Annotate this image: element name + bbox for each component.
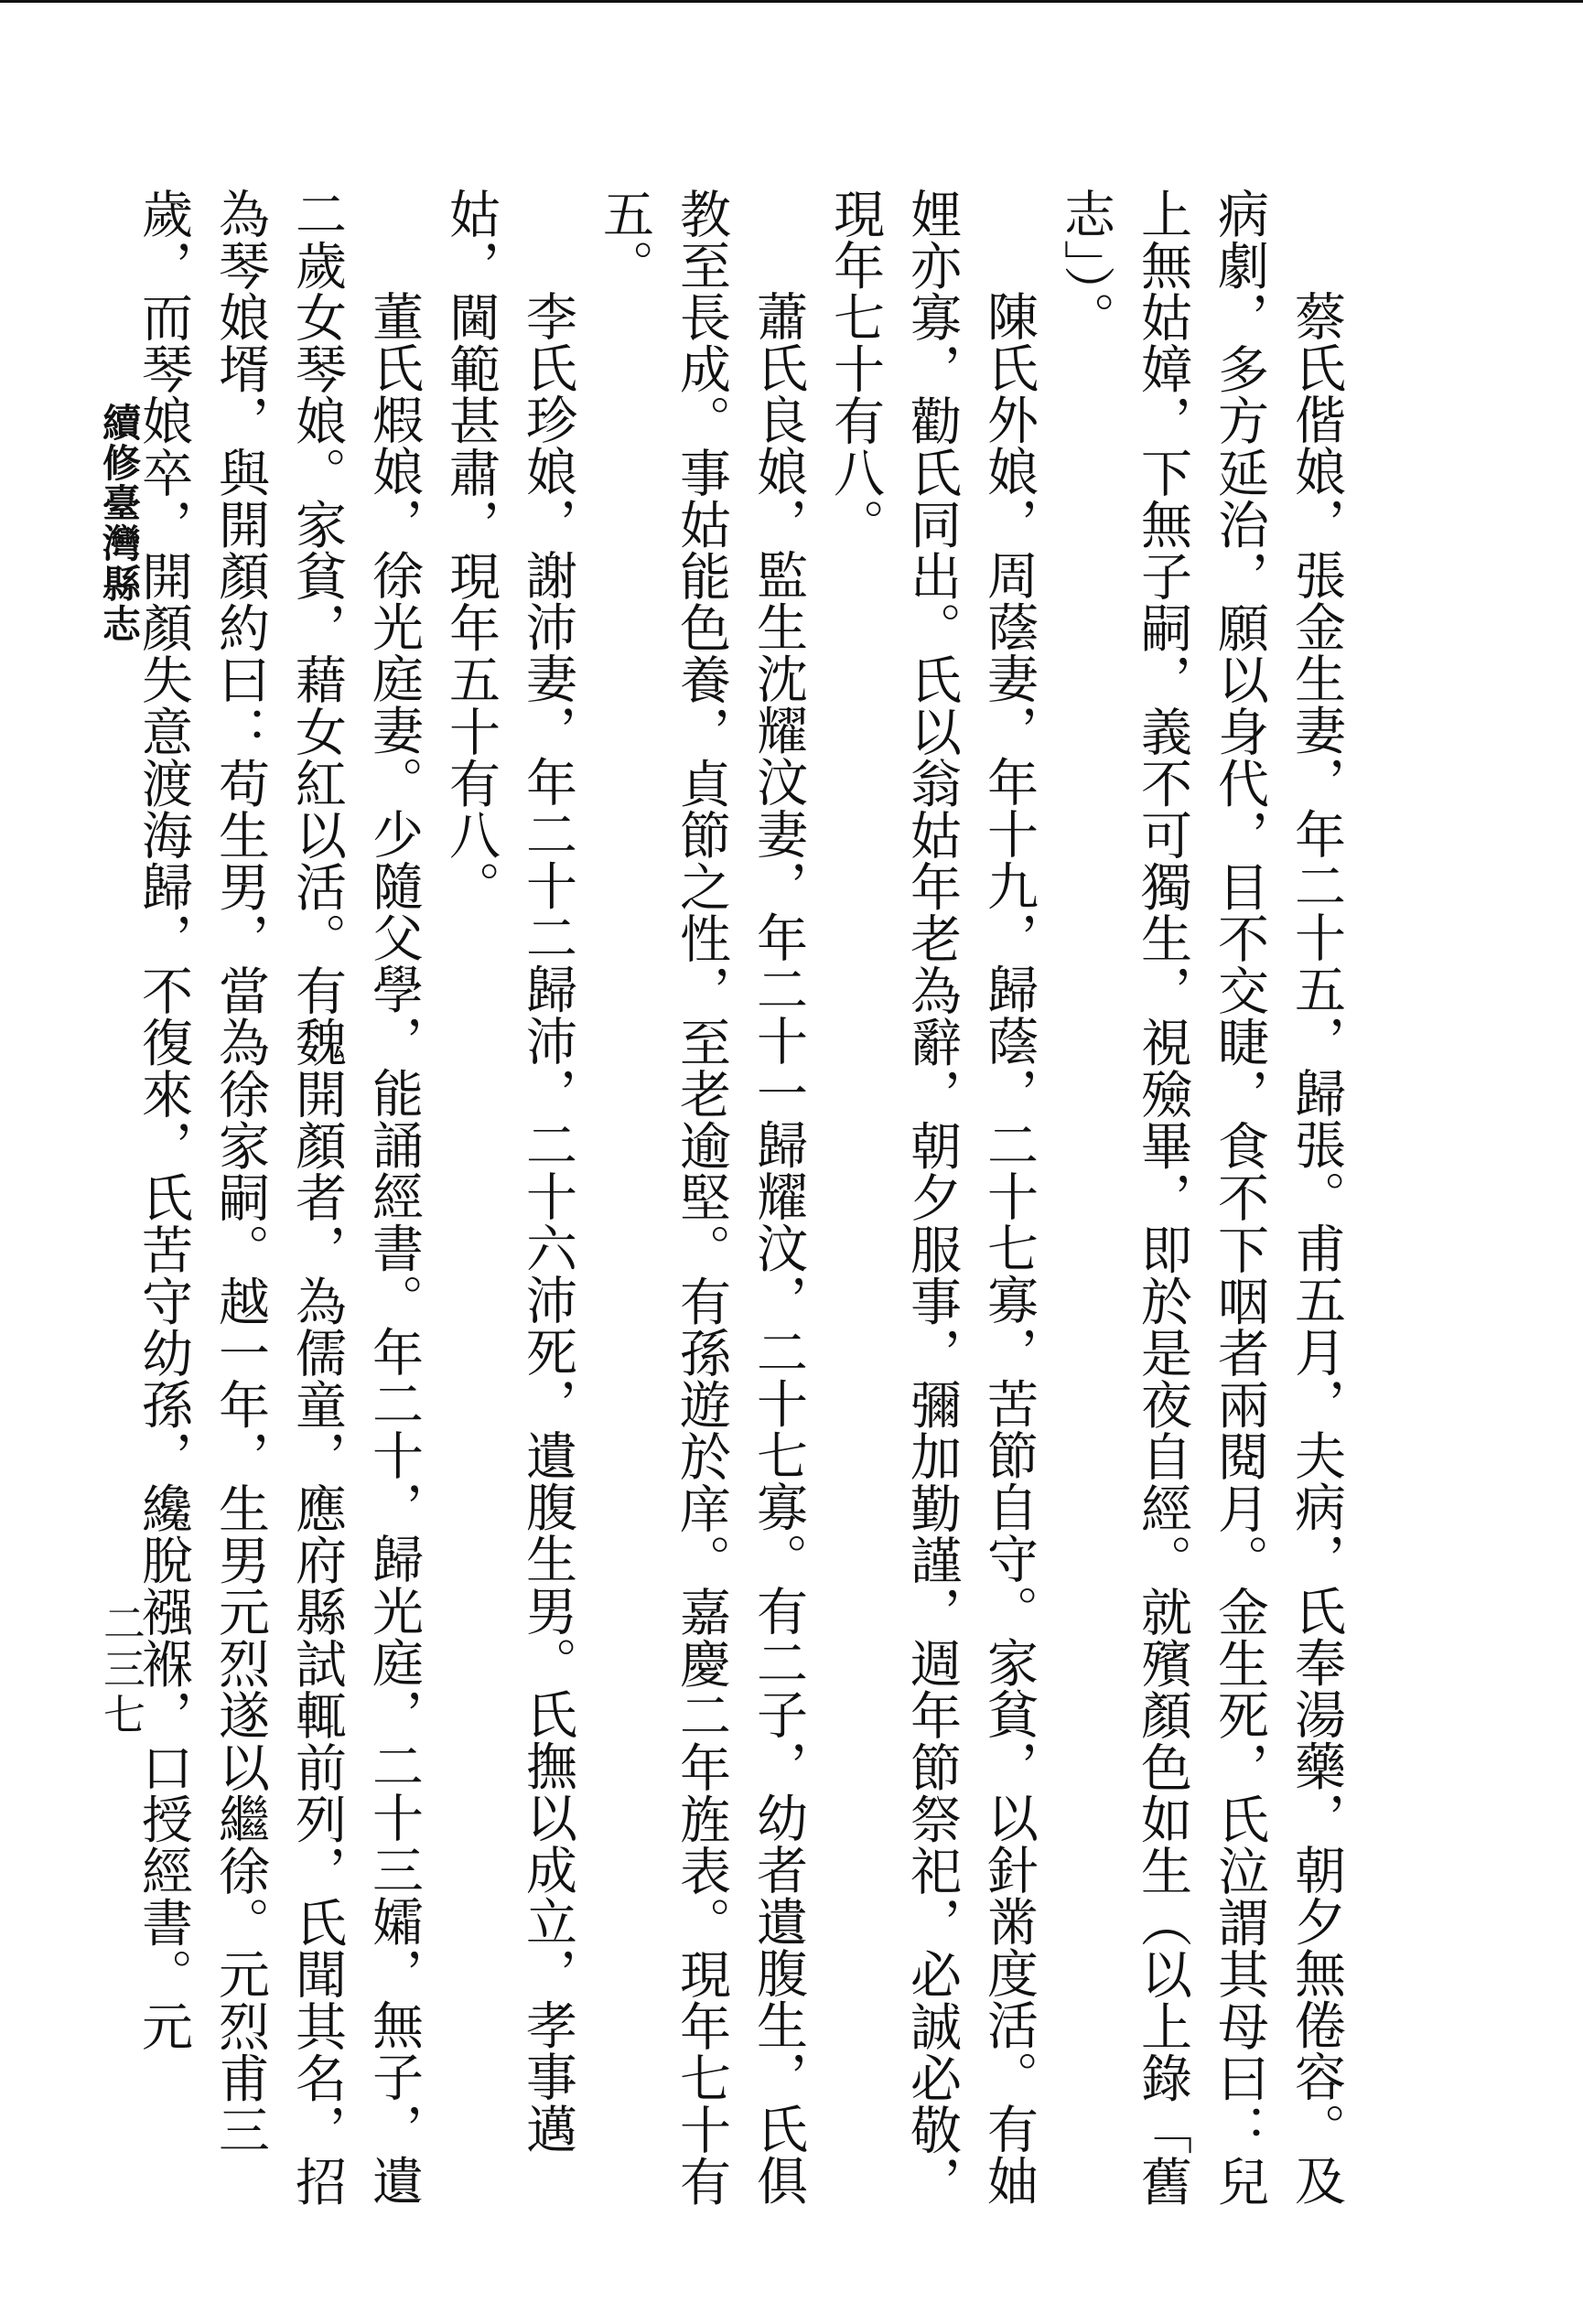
- body-text: [124, 188, 1354, 2237]
- paragraph-li-shi: 李氏珍娘，謝沛妻，年二十二歸沛，二十六沛死，遺腹生男。氏撫以成立，孝事邁姑，閫範甚肅，現年五十有八。: [441, 188, 577, 2155]
- paragraph-xiao-shi: 蕭氏良娘，監生沈耀汶妻，年二十一歸耀汶，二十七寡。有二子，幼者遺腹生，氏俱教至長成。事姑能色養，貞節之性，至老逾堅。有孫遊於庠。嘉慶二年旌表。現年七十有五。: [595, 188, 808, 2208]
- page-number: 二三七: [97, 1601, 146, 1738]
- paragraph-chen-shi: 陳氏外娘，周蔭妻，年十九，歸蔭，二十七寡，苦節自守。家貧，以針黹度活。有妯娌亦寡，勸氏同出。氏以翁姑年老為辭，朝夕服事，彌加勤謹，週年節祭祀，必誠必敬，現年七十有八。: [825, 188, 1039, 2208]
- paragraph-cai-shi: 蔡氏偕娘，張金生妻，年二十五，歸張。甫五月，夫病，氏奉湯藥，朝夕無倦容。及病劇，多方延治，願以身代，目不交睫，食不下咽者兩閱月。金生死，氏泣謂其母曰：兒上無姑嫜，下無子嗣，義不可獨生，視殮畢，即於是夜自經。就殯顏色如生（以上錄「舊志」）。: [1056, 188, 1346, 2208]
- top-border-rule: [0, 0, 1583, 3]
- book-title: 續修臺灣縣志: [97, 403, 142, 644]
- paragraph-dong-shi: 董氏煆娘，徐光庭妻。少隨父學，能誦經書。年二十，歸光庭，二十三孀，無子，遺二歲女琴娘。家貧，藉女紅以活。有魏開顏者，為儒童，應府縣試輒前列，氏聞其名，招為琴娘壻，與開顏約曰：苟生男，當為徐家嗣。越一年，生男元烈遂以繼徐。元烈甫三歲，而琴娘卒，開顏失意渡海歸，不復來，氏苦守幼孫，纔脫襁褓，口授經書。元: [134, 188, 424, 2208]
